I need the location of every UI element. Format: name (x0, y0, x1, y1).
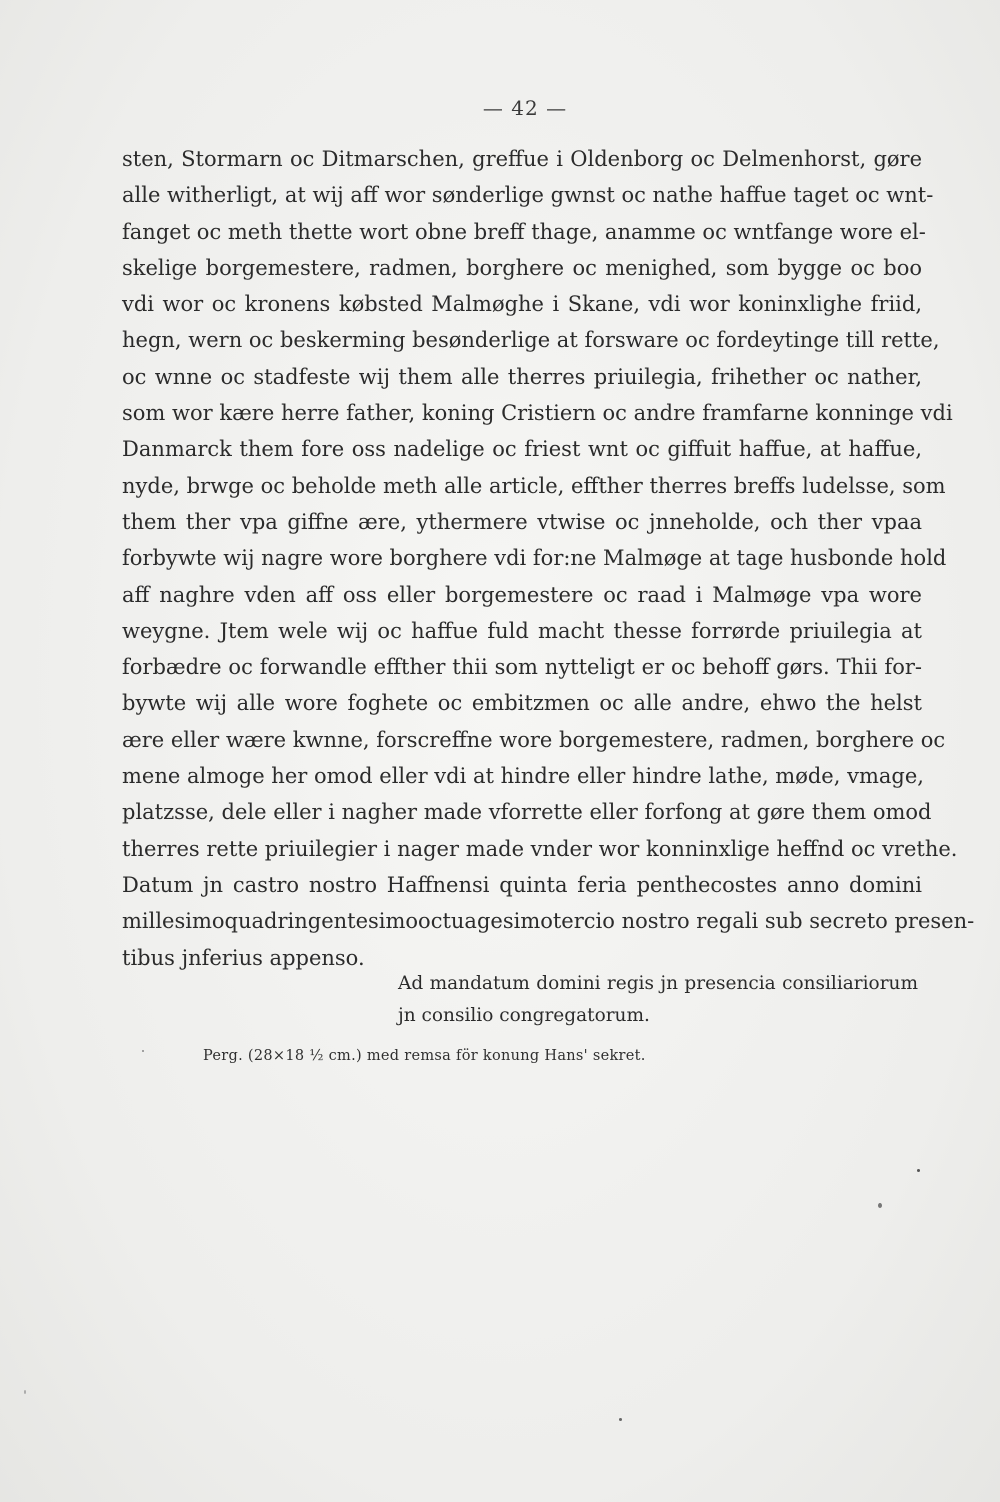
text-line: Datum jn castro nostro Haffnensi quinta feria penthecostes anno domini (122, 872, 922, 897)
subscription-note (398, 968, 918, 1032)
text-line: Danmarck them fore oss nadelige oc friest wnt oc giffuit haffue, at haffue, (122, 437, 922, 462)
paper-speck (24, 1390, 26, 1394)
text-line: ære eller wære kwnne, forscreffne wore borgemestere, radmen, borghere oc (122, 727, 946, 752)
text-line: weygne. Jtem wele wij oc haffue fuld macht thesse forrørde priuilegia at (122, 618, 922, 643)
text-line: skelige borgemestere, radmen, borghere oc menighed, som bygge oc boo (122, 255, 922, 280)
text-line: vdi wor oc kronens købsted Malmøghe i Skane, vdi wor koninxlighe friid, (122, 292, 922, 317)
text-line: oc wnne oc stadfeste wij them alle therres priuilegia, frihether oc nather, (122, 364, 922, 389)
text-line: aff naghre vden aff oss eller borgemestere oc raad i Malmøge vpa wore (122, 582, 922, 607)
text-line: alle witherligt, at wij aff wor sønderlige gwnst oc nathe haffue taget oc wnt- (122, 183, 934, 208)
paper-speck (917, 1169, 920, 1172)
text-line: tibus jnferius appenso. (122, 945, 365, 970)
paper-speck (142, 1050, 144, 1052)
text-line: platzsse, dele eller i nagher made vforrette eller forfong at gøre them omod (122, 800, 932, 825)
text-line: hegn, wern oc beskerming besønderlige at forsware oc fordeytinge till rette, (122, 328, 940, 353)
text-line: millesimoquadringentesimooctuagesimotercio nostro regali sub secreto presen- (122, 909, 975, 934)
source-note: Perg. (28×18 ½ cm.) med remsa för konung Hans' sekret. (203, 1048, 646, 1064)
paper-speck (619, 1418, 622, 1421)
text-line: mene almoge her omod eller vdi at hindre eller hindre lathe, møde, vmage, (122, 764, 924, 789)
text-line: som wor kære herre father, koning Cristiern oc andre framfarne konninge vdi (122, 401, 953, 426)
text-line: forbædre oc forwandle effther thii som nytteligt er oc behoff gørs. Thii for- (122, 655, 922, 680)
subscription-line: jn consilio congregatorum. (398, 1005, 650, 1026)
text-line: forbywte wij nagre wore borghere vdi for:ne Malmøge at tage husbonde hold (122, 546, 947, 571)
text-line: sten, Stormarn oc Ditmarschen, greffue i Oldenborg oc Delmenhorst, gøre (122, 147, 922, 171)
text-line: bywte wij alle wore foghete oc embitzmen oc alle andre, ehwo the helst (122, 691, 922, 716)
subscription-line: Ad mandatum domini regis jn presencia consiliariorum (398, 973, 918, 994)
page-number: — 42 — (482, 96, 568, 120)
charter-text (122, 141, 975, 976)
paper-speck (878, 1203, 882, 1208)
text-line: them ther vpa giffne ære, ythermere vtwise oc jnneholde, och ther vpaa (122, 509, 922, 534)
text-line: nyde, brwge oc beholde meth alle article, effther therres breffs ludelsse, som (122, 473, 946, 498)
text-line: therres rette priuilegier i nager made vnder wor konninxlige heffnd oc vrethe. (122, 836, 958, 861)
text-line: fanget oc meth thette wort obne breff thage, anamme oc wntfange wore el- (122, 219, 926, 244)
